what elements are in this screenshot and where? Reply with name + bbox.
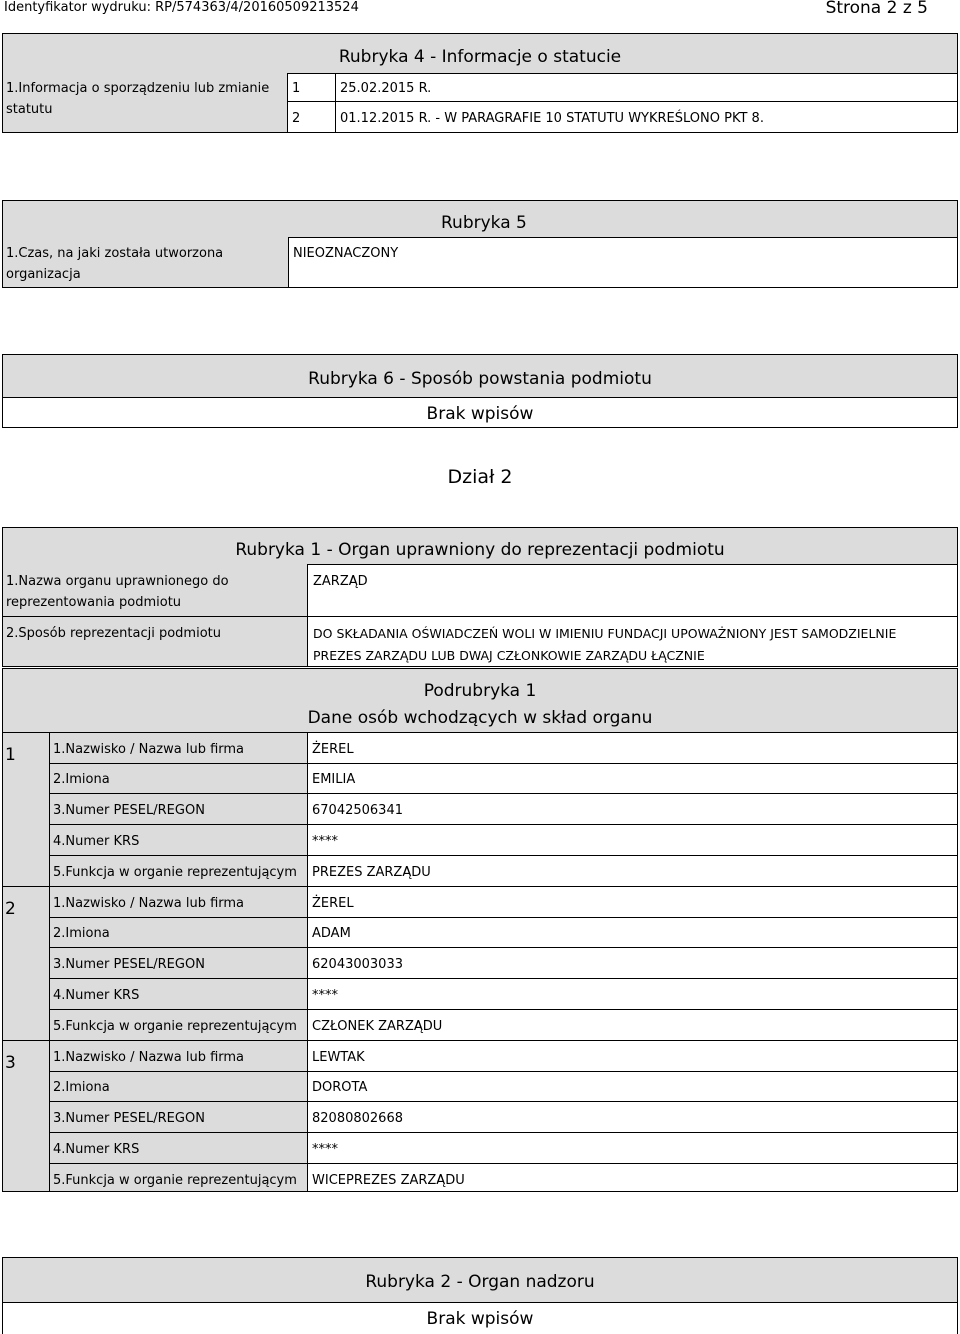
organ-name-label-line2: reprezentowania podmiotu	[6, 595, 182, 610]
function-label: 5.Funkcja w organie reprezentującym	[53, 1019, 297, 1034]
pesel-label: 3.Numer PESEL/REGON	[53, 1111, 205, 1126]
function-value: PREZES ZARZĄDU	[312, 865, 431, 880]
pesel-label: 3.Numer PESEL/REGON	[53, 957, 205, 972]
rubryka-4-row-2-value: 01.12.2015 R. - W PARAGRAFIE 10 STATUTU WYKREŚLONO PKT 8.	[340, 111, 764, 126]
podrubryka-1-subtitle: Dane osób wchodzących w skład organu	[307, 708, 653, 728]
representation-method-label: 2.Sposób reprezentacji podmiotu	[6, 626, 221, 641]
rubryka-4-row-1-no: 1	[292, 81, 301, 96]
given-names-value: DOROTA	[312, 1080, 368, 1095]
rubryka-5-label-line2: organizacja	[6, 267, 81, 282]
rubryka-4-row-2-no: 2	[292, 111, 301, 126]
rubryka-4-row-1-value: 25.02.2015 R.	[340, 81, 432, 96]
pesel-value: 67042506341	[312, 803, 403, 818]
print-identifier: Identyfikator wydruku: RP/574363/4/20160509213524	[4, 0, 359, 15]
rubryka-2-title: Rubryka 2 - Organ nadzoru	[365, 1272, 595, 1292]
rubryka-4-label-line1: 1.Informacja o sporządzeniu lub zmianie	[6, 81, 270, 96]
surname-value: ŻEREL	[312, 896, 354, 911]
krs-value: ****	[312, 988, 338, 1003]
rubryka-5-title: Rubryka 5	[441, 213, 527, 233]
given-names-value: ADAM	[312, 926, 351, 941]
organ-name-value: ZARZĄD	[313, 574, 368, 589]
representation-method-line2: PREZES ZARZĄDU LUB DWAJ CZŁONKOWIE ZARZĄDU ŁĄCZNIE	[313, 648, 705, 663]
pesel-value: 62043003033	[312, 957, 403, 972]
rubryka-4-label-line2: statutu	[6, 102, 53, 117]
surname-label: 1.Nazwisko / Nazwa lub firma	[53, 896, 245, 911]
krs-value: ****	[312, 834, 338, 849]
organ-name-label-line1: 1.Nazwa organu uprawnionego do	[6, 574, 229, 589]
page-number: Strona 2 z 5	[825, 0, 928, 18]
representation-method-line1: DO SKŁADANIA OŚWIADCZEŃ WOLI W IMIENIU FUNDACJI UPOWAŻNIONY JEST SAMODZIELNIE	[313, 626, 897, 641]
rubryka-1-title: Rubryka 1 - Organ uprawniony do reprezentacji podmiotu	[235, 540, 725, 560]
given-names-label: 2.Imiona	[53, 772, 110, 787]
rubryka-6-empty: Brak wpisów	[426, 404, 534, 424]
podrubryka-1-title: Podrubryka 1	[423, 681, 537, 701]
pesel-label: 3.Numer PESEL/REGON	[53, 803, 205, 818]
rubryka-2-empty: Brak wpisów	[426, 1309, 534, 1329]
function-label: 5.Funkcja w organie reprezentującym	[53, 1173, 297, 1188]
function-value: CZŁONEK ZARZĄDU	[312, 1019, 443, 1034]
rubryka-5-label-line1: 1.Czas, na jaki została utworzona	[6, 246, 224, 261]
surname-label: 1.Nazwisko / Nazwa lub firma	[53, 1050, 245, 1065]
person-number: 3	[5, 1053, 16, 1073]
person-number: 1	[5, 745, 16, 765]
surname-label: 1.Nazwisko / Nazwa lub firma	[53, 742, 245, 757]
given-names-label: 2.Imiona	[53, 926, 110, 941]
person-number: 2	[5, 899, 16, 919]
krs-label: 4.Numer KRS	[53, 834, 140, 849]
krs-label: 4.Numer KRS	[53, 1142, 140, 1157]
rubryka-6-title: Rubryka 6 - Sposób powstania podmiotu	[308, 369, 652, 389]
surname-value: ŻEREL	[312, 742, 354, 757]
given-names-label: 2.Imiona	[53, 1080, 110, 1095]
krs-label: 4.Numer KRS	[53, 988, 140, 1003]
function-label: 5.Funkcja w organie reprezentującym	[53, 865, 297, 880]
rubryka-4-title: Rubryka 4 - Informacje o statucie	[338, 47, 622, 67]
krs-value: ****	[312, 1142, 338, 1157]
given-names-value: EMILIA	[312, 772, 356, 787]
persons-values-panel	[307, 732, 957, 1191]
function-value: WICEPREZES ZARZĄDU	[312, 1173, 465, 1188]
pesel-value: 82080802668	[312, 1111, 403, 1126]
section-title: Dział 2	[447, 466, 513, 488]
rubryka-5-value: NIEOZNACZONY	[293, 246, 399, 261]
rubryka-5-value-panel	[288, 237, 957, 287]
surname-value: LEWTAK	[312, 1050, 365, 1065]
